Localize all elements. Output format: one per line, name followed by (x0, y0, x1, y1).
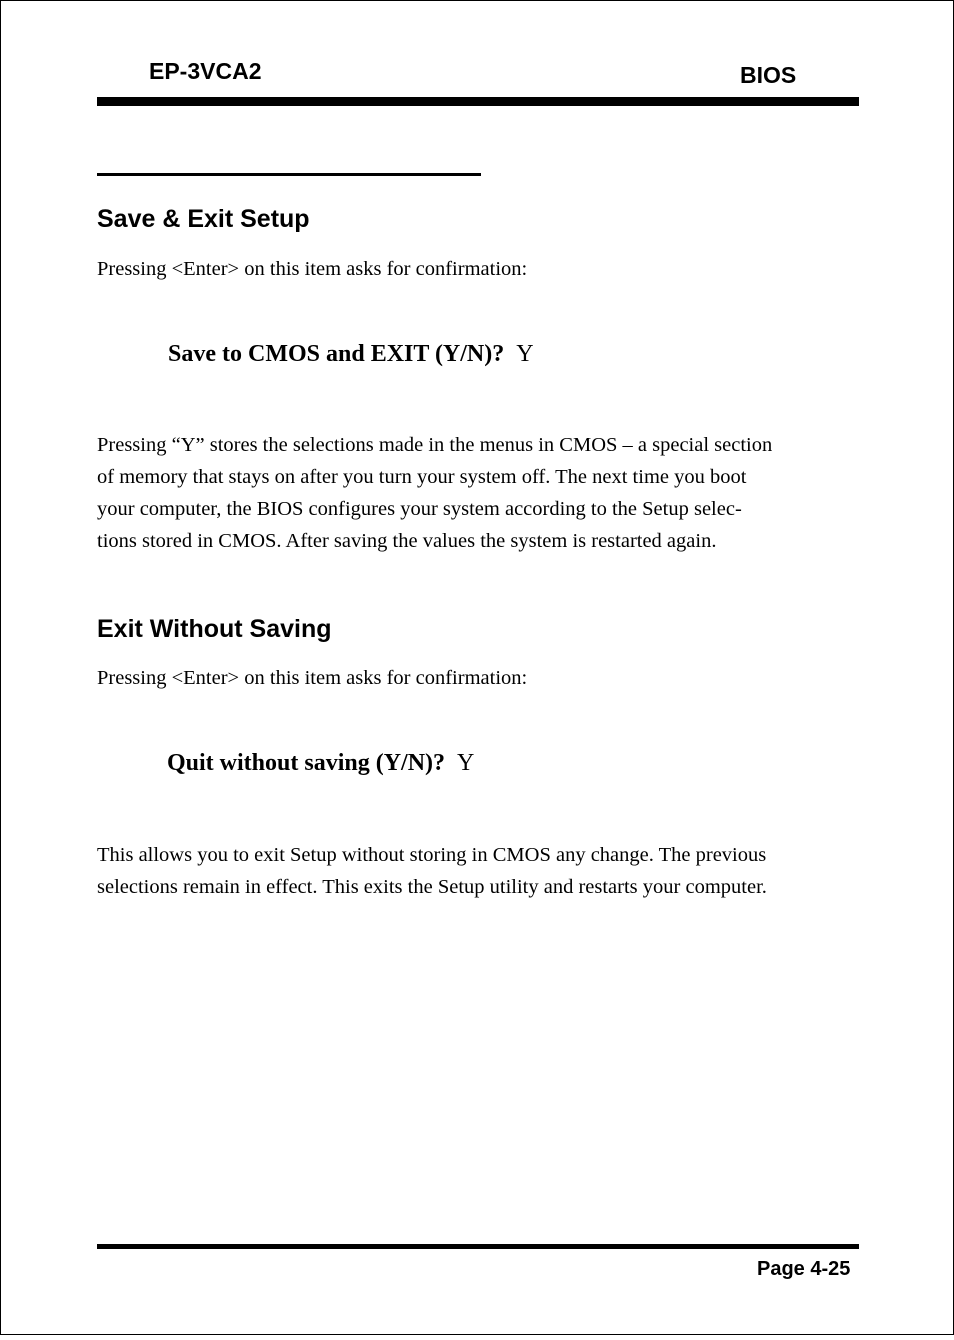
exit-without-saving-description (97, 839, 767, 903)
paragraph-line: Pressing “Y” stores the selections made in the menus in CMOS – a special section (97, 434, 773, 456)
paragraph-line: of memory that stays on after you turn your system off. The next time you boot (97, 466, 747, 488)
exit-without-saving-prompt (167, 750, 474, 777)
exit-without-saving-prompt-question: Quit without saving (Y/N)? (167, 750, 446, 776)
exit-without-saving-intro: Pressing <Enter> on this item asks for confirmation: (97, 667, 528, 689)
save-exit-heading: Save & Exit Setup (97, 205, 310, 233)
save-exit-prompt (168, 341, 534, 368)
paragraph-line: your computer, the BIOS configures your system according to the Setup selec- (97, 498, 742, 520)
save-exit-prompt-question: Save to CMOS and EXIT (Y/N)? (168, 341, 505, 367)
exit-without-saving-heading: Exit Without Saving (97, 615, 332, 643)
footer-rule (97, 1244, 859, 1249)
exit-without-saving-prompt-answer: Y (457, 750, 475, 776)
model-name: EP-3VCA2 (149, 58, 262, 84)
save-exit-description (97, 429, 772, 557)
page-number: Page 4-25 (757, 1258, 851, 1280)
paragraph-line: selections remain in effect. This exits the Setup utility and restarts your computer. (97, 876, 767, 898)
section-tag: BIOS (740, 62, 797, 88)
paragraph-line: tions stored in CMOS. After saving the values the system is restarted again. (97, 530, 717, 552)
header-rule (97, 97, 859, 106)
paragraph-line: This allows you to exit Setup without storing in CMOS any change. The previous (97, 844, 767, 866)
save-exit-prompt-answer: Y (516, 341, 534, 367)
save-exit-intro: Pressing <Enter> on this item asks for confirmation: (97, 258, 528, 280)
section-rule (97, 173, 481, 176)
